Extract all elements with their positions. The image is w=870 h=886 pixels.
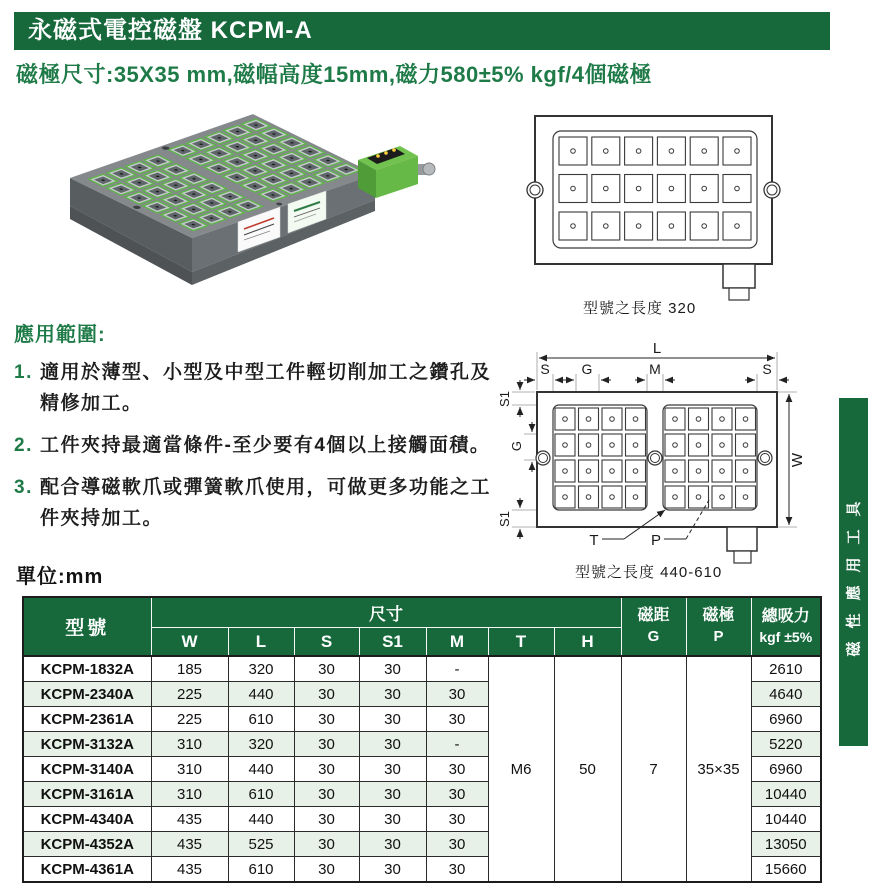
note-text: 配合導磁軟爪或彈簧軟爪使用，可做更多功能之工件夾持加工。: [40, 477, 492, 529]
cell-W: 310: [151, 782, 228, 807]
drawing-caption: 型號之長度 440-610: [575, 564, 723, 581]
cell-M: 30: [426, 832, 488, 857]
dim-label-G-top: G: [581, 361, 593, 377]
note-number: 1.: [14, 362, 33, 383]
note-item-2: [14, 430, 492, 461]
application-notes: [14, 318, 492, 545]
spec-table: [22, 596, 822, 883]
cell-W: 185: [151, 656, 228, 682]
cell-M: 30: [426, 782, 488, 807]
cell-S1: 30: [359, 732, 426, 757]
cell-W: 435: [151, 857, 228, 883]
cell-S: 30: [294, 832, 359, 857]
cell-W: 225: [151, 682, 228, 707]
cell-M: 30: [426, 757, 488, 782]
cell-S1: 30: [359, 757, 426, 782]
header-dim-L: L: [228, 628, 294, 657]
cell-M: 30: [426, 857, 488, 883]
cell-L: 320: [228, 656, 294, 682]
note-item-1: [14, 357, 492, 419]
dim-label-M: M: [649, 361, 661, 377]
unit-label: 單位:mm: [16, 566, 104, 588]
cell-S: 30: [294, 682, 359, 707]
connector: [727, 527, 757, 563]
header-dim-S1: S1: [359, 628, 426, 657]
spec-subtitle: 磁極尺寸:35X35 mm,磁幅高度15mm,磁力580±5% kgf/4個磁極: [16, 62, 653, 87]
cell-pull: 6960: [751, 757, 821, 782]
side-tab: [839, 398, 868, 746]
cell-model: KCPM-3140A: [23, 757, 151, 782]
side-tab-label: 磁性應用工具: [845, 488, 862, 657]
header-g: 磁距 G: [621, 597, 686, 656]
cell-M: 30: [426, 682, 488, 707]
connector-knob: [423, 163, 435, 175]
clamp-ear-left: [527, 182, 543, 198]
header-pull: 總吸力 kgf ±5%: [751, 597, 821, 656]
cell-S: 30: [294, 656, 359, 682]
cell-M: 30: [426, 807, 488, 832]
cell-pull: 2610: [751, 656, 821, 682]
cell-M: -: [426, 656, 488, 682]
title-bar: [14, 12, 830, 50]
cell-model: KCPM-1832A: [23, 656, 151, 682]
table-row: [23, 656, 821, 682]
dim-label-L: L: [652, 340, 662, 357]
header-dim-W: W: [151, 628, 228, 657]
cell-shared-P: 35×35: [686, 656, 751, 882]
cell-pull: 13050: [751, 832, 821, 857]
cell-S1: 30: [359, 782, 426, 807]
note-text: 適用於薄型、小型及中型工件輕切削加工之鑽孔及精修加工。: [40, 362, 492, 414]
cell-S: 30: [294, 807, 359, 832]
header-dim-H: H: [554, 628, 621, 657]
clamp-ear-right: [764, 182, 780, 198]
cell-model: KCPM-4361A: [23, 857, 151, 883]
cell-model: KCPM-2361A: [23, 707, 151, 732]
cell-L: 440: [228, 807, 294, 832]
header-dim-T: T: [488, 628, 554, 657]
cell-pull: 6960: [751, 707, 821, 732]
cell-S: 30: [294, 857, 359, 883]
cell-pull: 5220: [751, 732, 821, 757]
drawing-top-view-440-610: [480, 340, 870, 585]
cell-W: 435: [151, 807, 228, 832]
cell-shared-H: 50: [554, 656, 621, 882]
cell-model: KCPM-3161A: [23, 782, 151, 807]
cell-W: 310: [151, 757, 228, 782]
cell-L: 610: [228, 707, 294, 732]
dim-label-S1-top: S1: [497, 391, 512, 407]
header-dim-M: M: [426, 628, 488, 657]
cell-model: KCPM-4352A: [23, 832, 151, 857]
cell-model: KCPM-2340A: [23, 682, 151, 707]
cell-pull: 10440: [751, 807, 821, 832]
cell-model: KCPM-4340A: [23, 807, 151, 832]
cell-S1: 30: [359, 707, 426, 732]
cell-pull: 4640: [751, 682, 821, 707]
cell-L: 320: [228, 732, 294, 757]
cell-L: 525: [228, 832, 294, 857]
dim-label-G-left: G: [509, 440, 524, 452]
dim-label-S-right: S: [762, 361, 772, 377]
cell-L: 610: [228, 782, 294, 807]
note-number: 3.: [14, 477, 33, 498]
cell-S1: 30: [359, 682, 426, 707]
header-model: 型號: [23, 597, 151, 656]
dim-label-T: T: [589, 532, 599, 549]
cell-S: 30: [294, 707, 359, 732]
cell-L: 440: [228, 682, 294, 707]
cell-S1: 30: [359, 807, 426, 832]
note-item-3: [14, 472, 492, 534]
cell-pull: 15660: [751, 857, 821, 883]
product-photo: [26, 106, 471, 321]
cell-model: KCPM-3132A: [23, 732, 151, 757]
dim-label-S1-bottom: S1: [497, 511, 512, 527]
cell-L: 610: [228, 857, 294, 883]
cell-S: 30: [294, 782, 359, 807]
cell-S1: 30: [359, 832, 426, 857]
note-text: 工件夾持最適當條件-至少要有4個以上接觸面積。: [40, 435, 491, 456]
cell-M: -: [426, 732, 488, 757]
cell-shared-G: 7: [621, 656, 686, 882]
page-title: 永磁式電控磁盤 KCPM-A: [28, 17, 313, 44]
photo-control-box: [358, 146, 435, 198]
cell-W: 225: [151, 707, 228, 732]
drawing-caption: 型號之長度 320: [583, 300, 697, 317]
cell-S: 30: [294, 757, 359, 782]
dim-label-P: P: [650, 532, 662, 549]
cell-W: 435: [151, 832, 228, 857]
spec-table-wrap: [22, 596, 820, 883]
cell-S1: 30: [359, 857, 426, 883]
connector: [723, 264, 755, 300]
header-dim-S: S: [294, 628, 359, 657]
cell-S: 30: [294, 732, 359, 757]
cell-L: 440: [228, 757, 294, 782]
cell-shared-T: M6: [488, 656, 554, 882]
header-p: 磁極 P: [686, 597, 751, 656]
cell-S1: 30: [359, 656, 426, 682]
note-number: 2.: [14, 435, 33, 456]
drawing-top-view-320: [500, 110, 860, 320]
cell-pull: 10440: [751, 782, 821, 807]
cell-W: 310: [151, 732, 228, 757]
notes-heading: 應用範圍:: [14, 324, 106, 346]
cell-M: 30: [426, 707, 488, 732]
header-dims-group: 尺寸: [151, 597, 621, 628]
dim-label-S-left: S: [540, 361, 550, 377]
dim-label-W: W: [789, 452, 806, 468]
